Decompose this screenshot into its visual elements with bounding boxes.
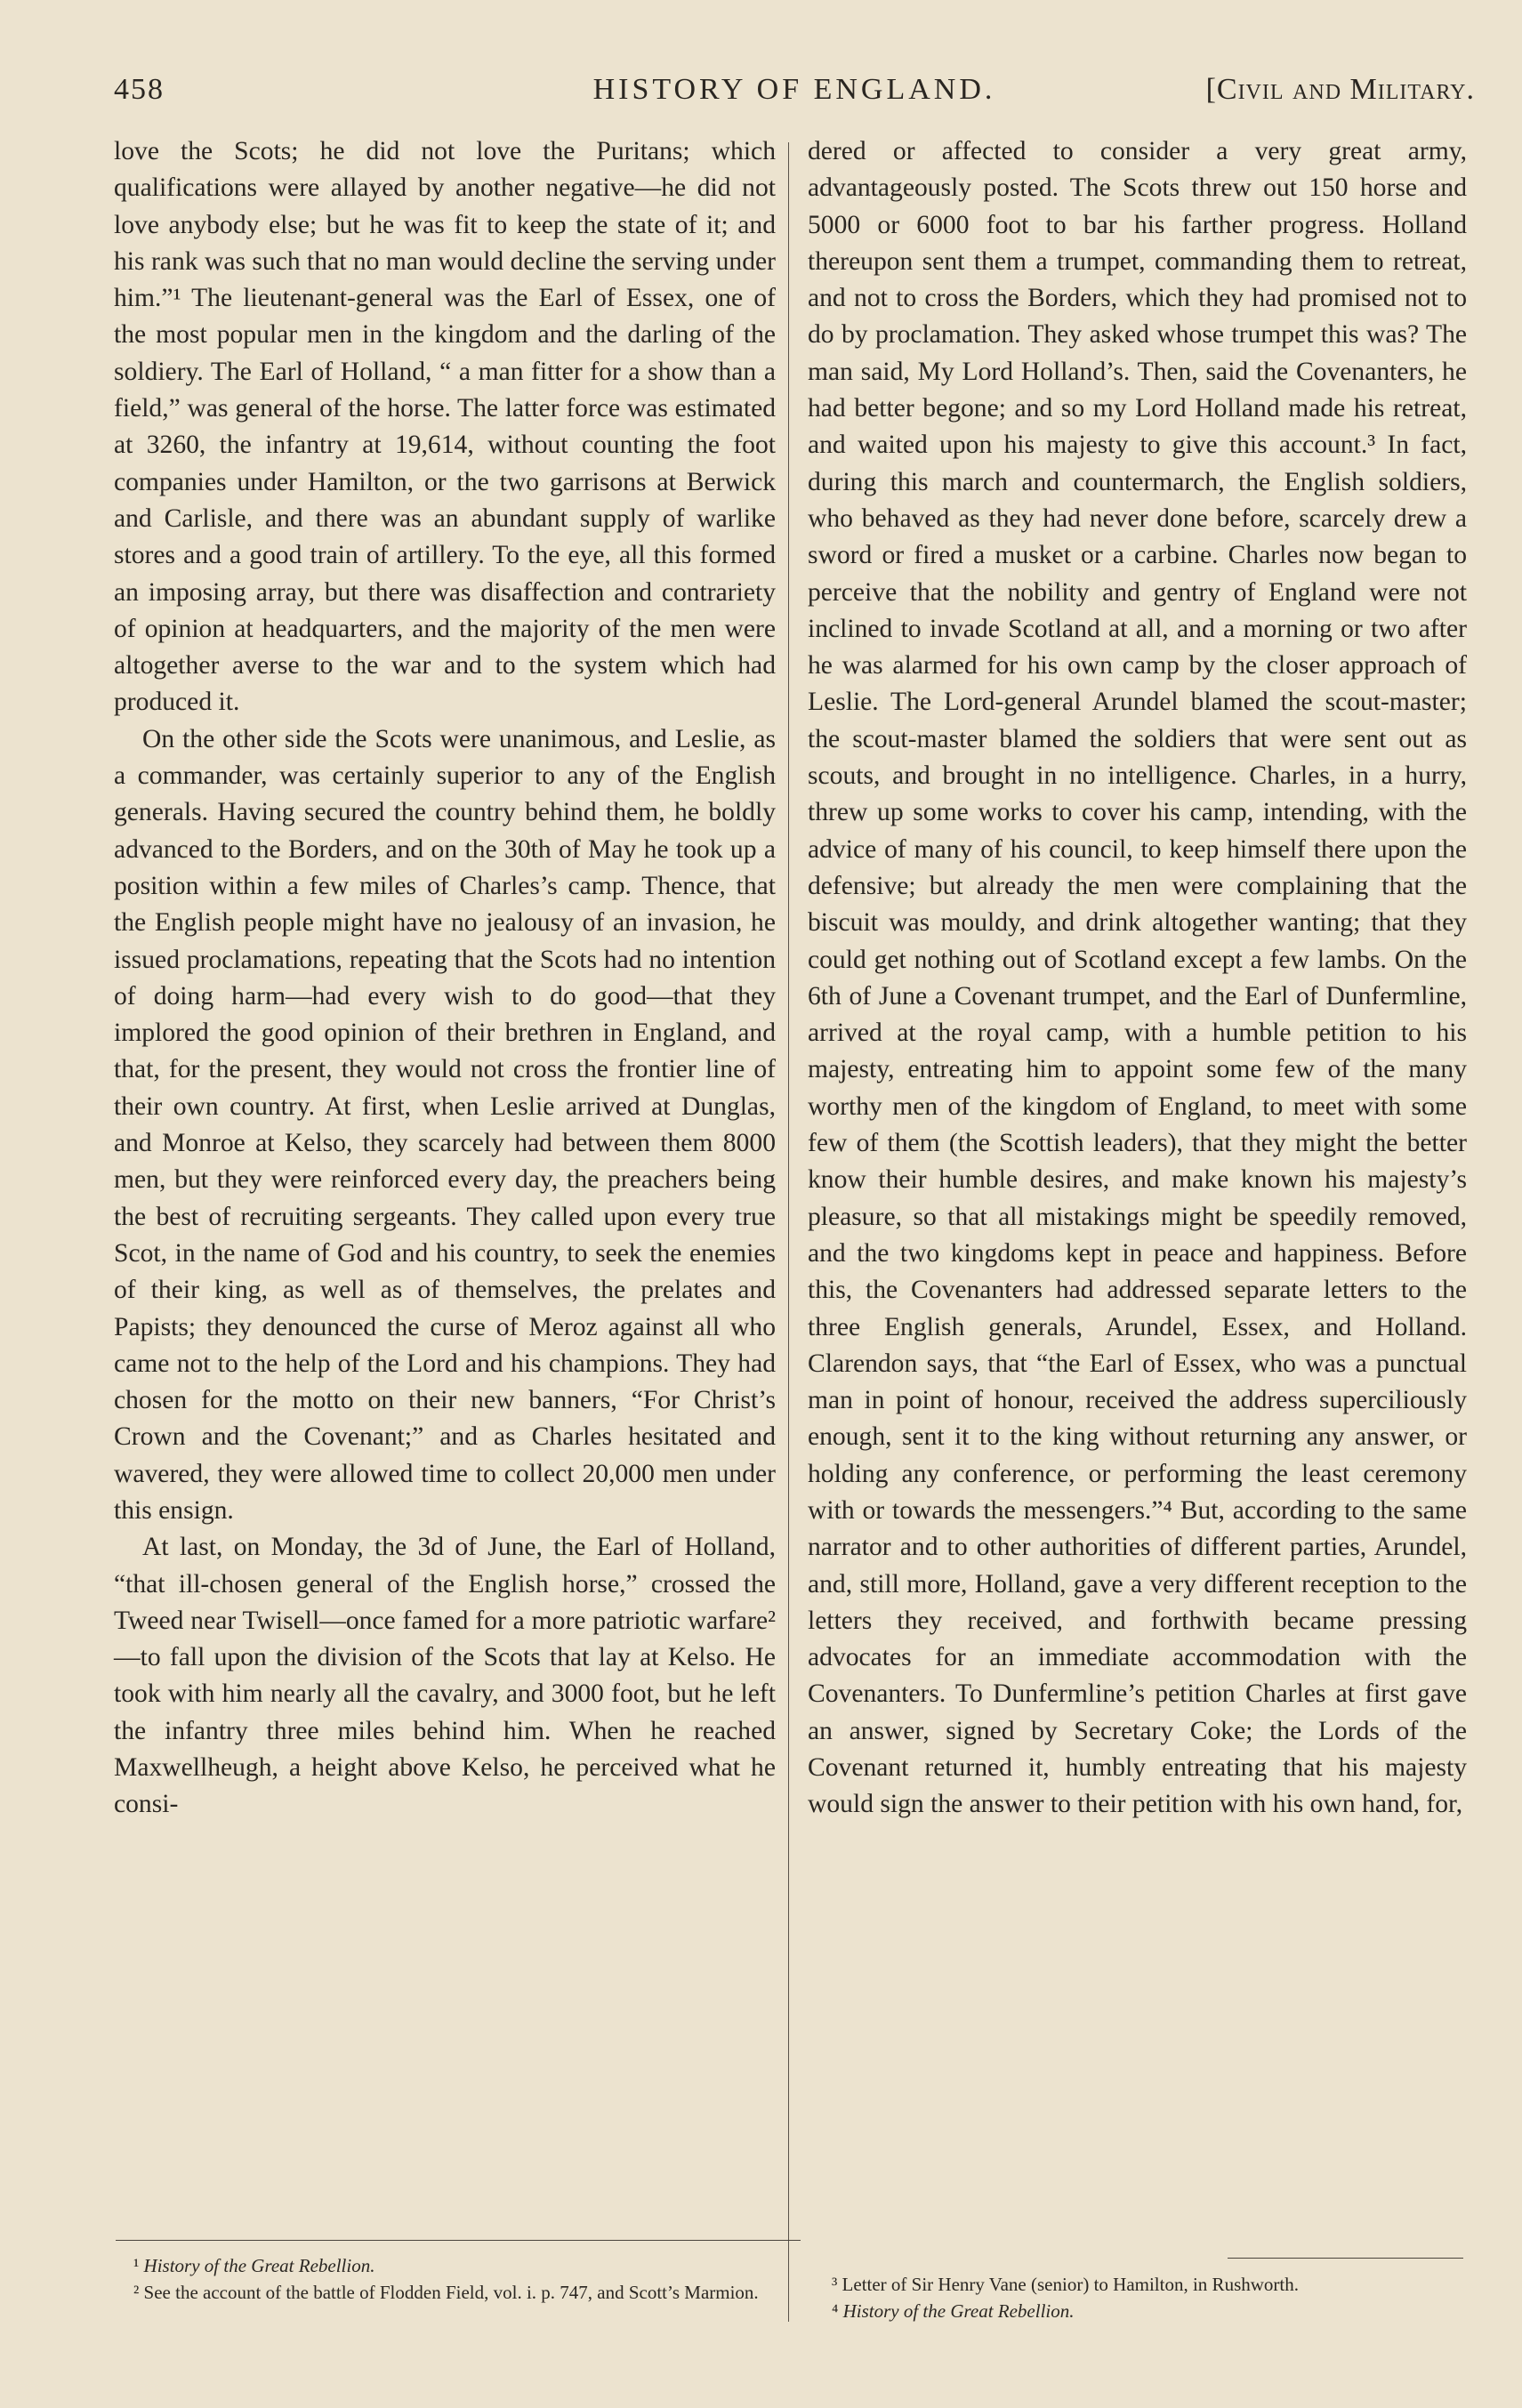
footnotes-right bbox=[832, 2271, 1472, 2324]
footnote-rule-right bbox=[1228, 2258, 1463, 2259]
footnote bbox=[832, 2298, 1472, 2324]
footnote-text: History of the Great Rebellion. bbox=[842, 2300, 1075, 2322]
footnote-text: History of the Great Rebellion. bbox=[143, 2255, 375, 2276]
footnote bbox=[832, 2271, 1472, 2298]
section-title: [Civil and Military. bbox=[1205, 73, 1475, 106]
left-column bbox=[114, 133, 776, 1824]
footnote-mark: ¹ bbox=[133, 2255, 140, 2276]
footnote-mark: ² bbox=[133, 2282, 140, 2303]
running-header bbox=[114, 73, 1475, 117]
footnote-mark: ⁴ bbox=[832, 2300, 839, 2322]
footnote-text: Letter of Sir Henry Vane (senior) to Hamilton, in Rushworth. bbox=[842, 2274, 1299, 2295]
footnote-text: See the account of the battle of Flodden Field, vol. i. p. 747, and Scott’s Marmion. bbox=[143, 2282, 759, 2303]
paragraph: On the other side the Scots were unanimous, and Leslie, as a commander, was certainly superior to any of the English generals. Having secured the country behind them, he boldly advanced to the Borders, and on the 30th of May he took up a position within a few miles of Charles’s camp. Thence, that the English people might have no jealousy of an invasion, he issued proclamations, repeating that the Scots had no intention of doing harm—had every wish to do good—that they implored the good opinion of their brethren in England, and that, for the present, they would not cross the frontier line of their own country. At first, when Leslie arrived at Dunglas, and Monroe at Kelso, they scarcely had between them 8000 men, but they were reinforced every day, the preachers being the best of recruiting sergeants. They called upon every true Scot, in the name of God and his country, to seek the enemies of their king, as well as of themselves, the prelates and Papists; they denounced the curse of Meroz against all who came not to the help of the Lord and his champions. They had chosen for the motto on their new banners, “For Christ’s Crown and the Covenant;” and as Charles hesitated and wavered, they were allowed time to collect 20,000 men under this ensign. bbox=[114, 724, 776, 1525]
paragraph: love the Scots; he did not love the Puritans; which qualifications were allayed by another negative—he did not love anybody else; but he was fit to keep the state of it; and his rank was such that no man would decline the serving under him.”¹ The lieutenant-general was the Earl of Essex, one of the most popular men in the kingdom and the darling of the soldiery. The Earl of Holland, “ a man fitter for a show than a field,” was general of the horse. The latter force was estimated at 3260, the infantry at 19,614, without counting the foot companies under Hamilton, or the two garrisons at Berwick and Carlisle, and there was an abundant supply of warlike stores and a good train of artillery. To the eye, all this formed an imposing array, but there was disaffection and contrariety of opinion at headquarters, and the majority of the men were altogether averse to the war and to the system which had produced it. bbox=[114, 137, 776, 717]
right-column bbox=[808, 133, 1467, 1824]
footnote-mark: ³ bbox=[832, 2274, 838, 2295]
paragraph: dered or affected to consider a very great army, advantageously posted. The Scots threw out 150 horse and 5000 or 6000 foot to bar his farther progress. Holland thereupon sent them a trumpet, commanding them to retreat, and not to cross the Borders, which they had promised not to do by proclamation. They asked whose trumpet this was? The man said, My Lord Holland’s. Then, said the Covenanters, he had better begone; and so my Lord Holland made his retreat, and waited upon his majesty to give this account.³ In fact, during this march and countermarch, the English soldiers, who behaved as they had never done before, scarcely drew a sword or fired a musket or a carbine. Charles now began to perceive that the nobility and gentry of England were not inclined to invade Scotland at all, and a morning or two after he was alarmed for his own camp by the closer approach of Leslie. The Lord-general Arundel blamed the scout-master; the scout-master blamed the soldiers that were sent out as scouts, and brought in no intelligence. Charles, in a hurry, threw up some works to cover his camp, intending, with the advice of many of his council, to keep himself there upon the defensive; but already the men were complaining that the biscuit was mouldy, and drink altogether wanting; that they could get nothing out of Scotland except a few lambs. On the 6th of June a Covenant trumpet, and the Earl of Dunfermline, arrived at the royal camp, with a humble petition to his majesty, entreating him to appoint some few of the many worthy men of the kingdom of England, to meet with some few of them (the Scottish leaders), that they might the better know their humble desires, and make known his majesty’s pleasure, so that all mistakings might be speedily removed, and the two kingdoms kept in peace and happiness. Before this, the Covenanters had addressed separate letters to the three English generals, Arundel, Essex, and Holland. Clarendon says, that “the Earl of Essex, who was a punctual man in point of honour, received the address superciliously enough, sent it to the king without returning any answer, or holding any conference, or performing the least ceremony with or towards the messengers.”⁴ But, according to the same narrator and to other authorities of different parties, Arundel, and, still more, Holland, gave a very different reception to the letters they received, and forthwith became pressing advocates for an immediate accommodation with the Covenanters. To Dunfermline’s petition Charles at first gave an answer, signed by Secretary Coke; the Lords of the Covenant returned it, humbly entreating that his majesty would sign the answer to their petition with his own hand, for, bbox=[808, 137, 1467, 1819]
footnote bbox=[133, 2279, 792, 2306]
footnote-rule-left bbox=[116, 2240, 801, 2241]
column-divider bbox=[788, 142, 789, 2322]
book-title: HISTORY OF ENGLAND. bbox=[592, 73, 996, 106]
footnotes-left bbox=[133, 2252, 792, 2306]
paragraph: At last, on Monday, the 3d of June, the Earl of Holland, “that ill-chosen general of the English horse,” crossed the Tweed near Twisell—once famed for a more patriotic warfare²—to fall upon the division of the Scots that lay at Kelso. He took with him nearly all the cavalry, and 3000 foot, but he left the infantry three miles behind him. When he reached Maxwellheugh, a height above Kelso, he perceived what he consi- bbox=[114, 1533, 776, 1819]
footnote bbox=[133, 2252, 792, 2279]
page-number: 458 bbox=[114, 73, 165, 106]
